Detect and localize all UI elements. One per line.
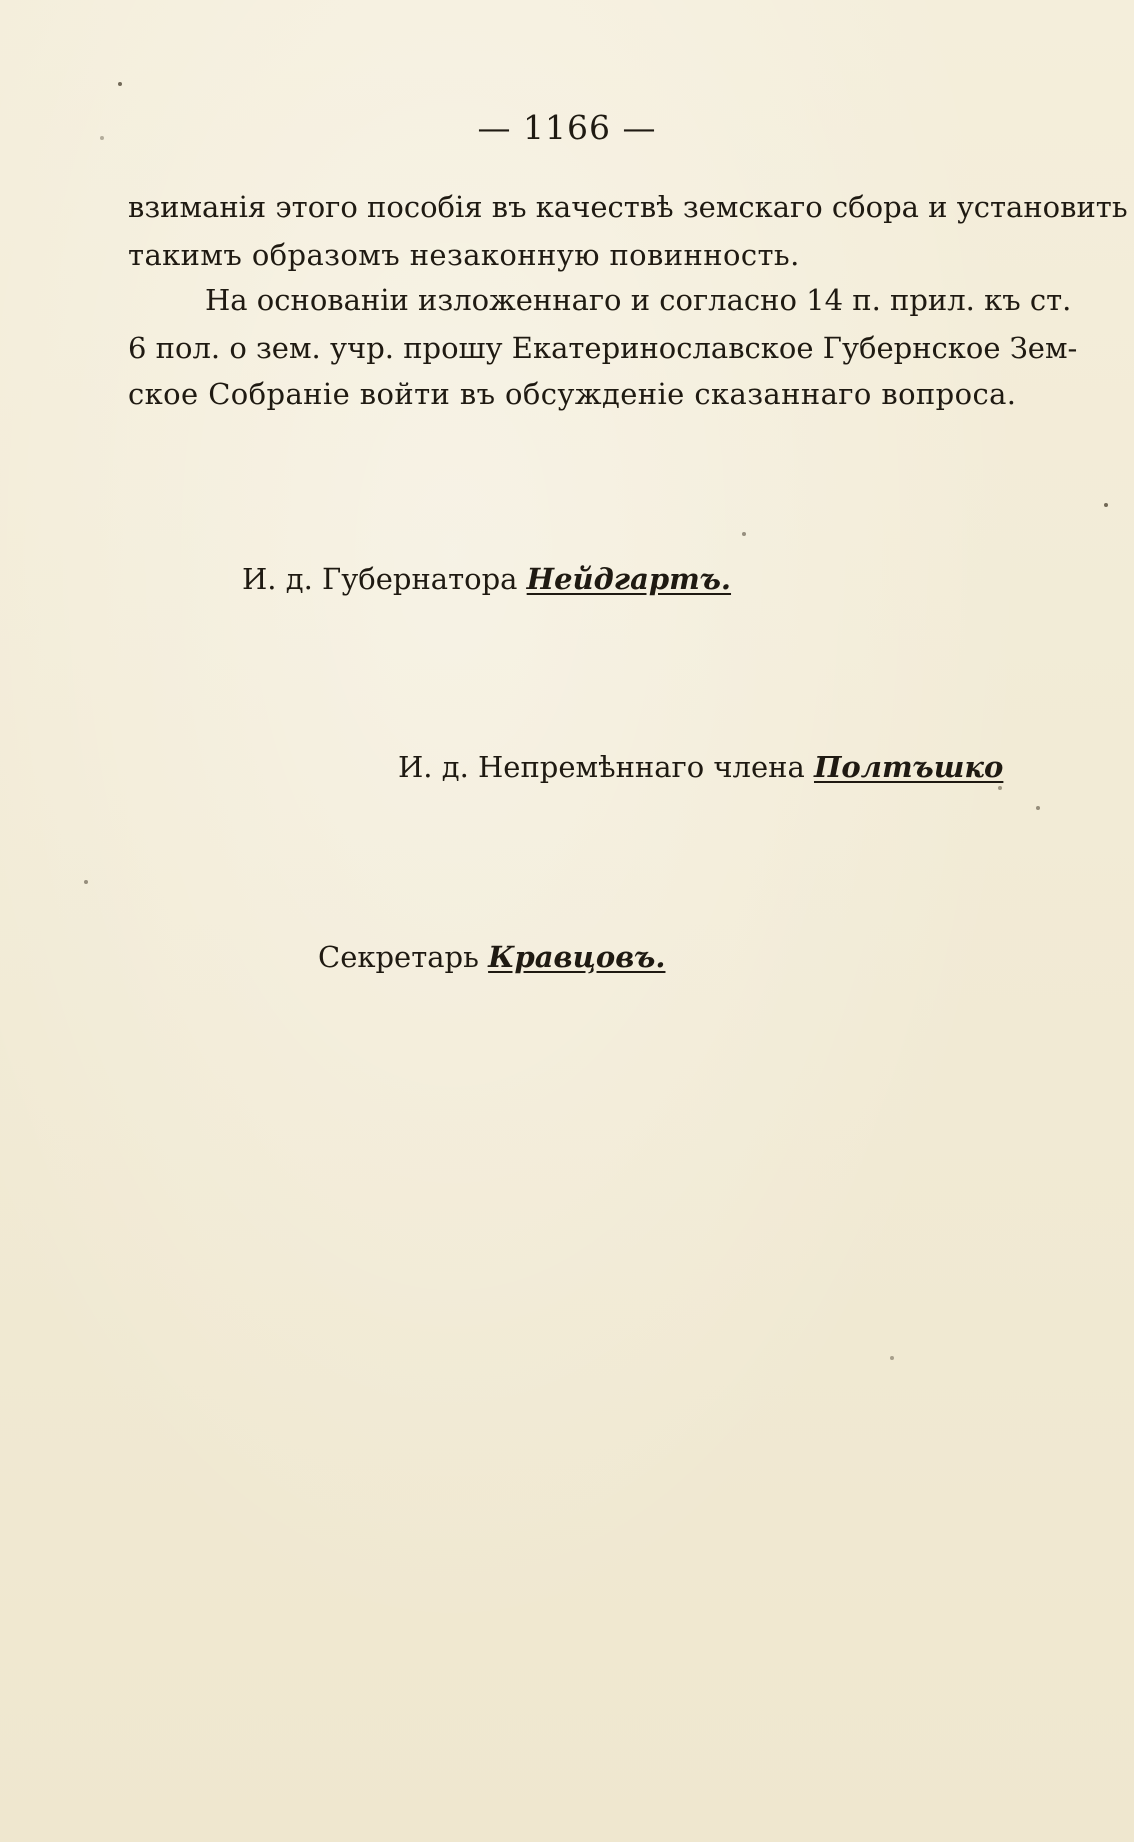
body-line-3: На основаніи изложеннаго и согласно 14 п. прил. къ ст. (205, 283, 1072, 317)
body-line-4: 6 пол. о зем. учр. прошу Екатеринославское Губернское Зем- (128, 331, 1078, 365)
paper-speck (742, 532, 746, 536)
secretary-title: Секретарь (318, 940, 479, 974)
paper-speck (890, 1356, 894, 1360)
paper-speck (84, 880, 88, 884)
governor-name: Нейдгартъ. (526, 562, 732, 596)
secretary-name: Кравцовъ. (488, 940, 666, 974)
body-line-1: взиманія этого пособія въ качествѣ земскаго сбора и установить (128, 190, 1128, 224)
paper-speck (1104, 503, 1108, 507)
paper-speck (1036, 806, 1040, 810)
page-number: — 1166 — (477, 108, 657, 147)
member-title: И. д. Непремѣннаго члена (398, 750, 805, 784)
body-line-5: ское Собраніе войти въ обсужденіе сказаннаго вопроса. (128, 377, 1017, 411)
paper-speck (998, 786, 1002, 790)
governor-title: И. д. Губернатора (242, 562, 518, 596)
member-signature (398, 750, 1003, 784)
governor-signature (242, 562, 731, 596)
secretary-signature (318, 940, 665, 974)
body-line-2: такимъ образомъ незаконную повинность. (128, 238, 800, 272)
paper-speck (100, 136, 104, 140)
member-name: Полтъшко (813, 750, 1004, 784)
paper-speck (118, 82, 122, 86)
